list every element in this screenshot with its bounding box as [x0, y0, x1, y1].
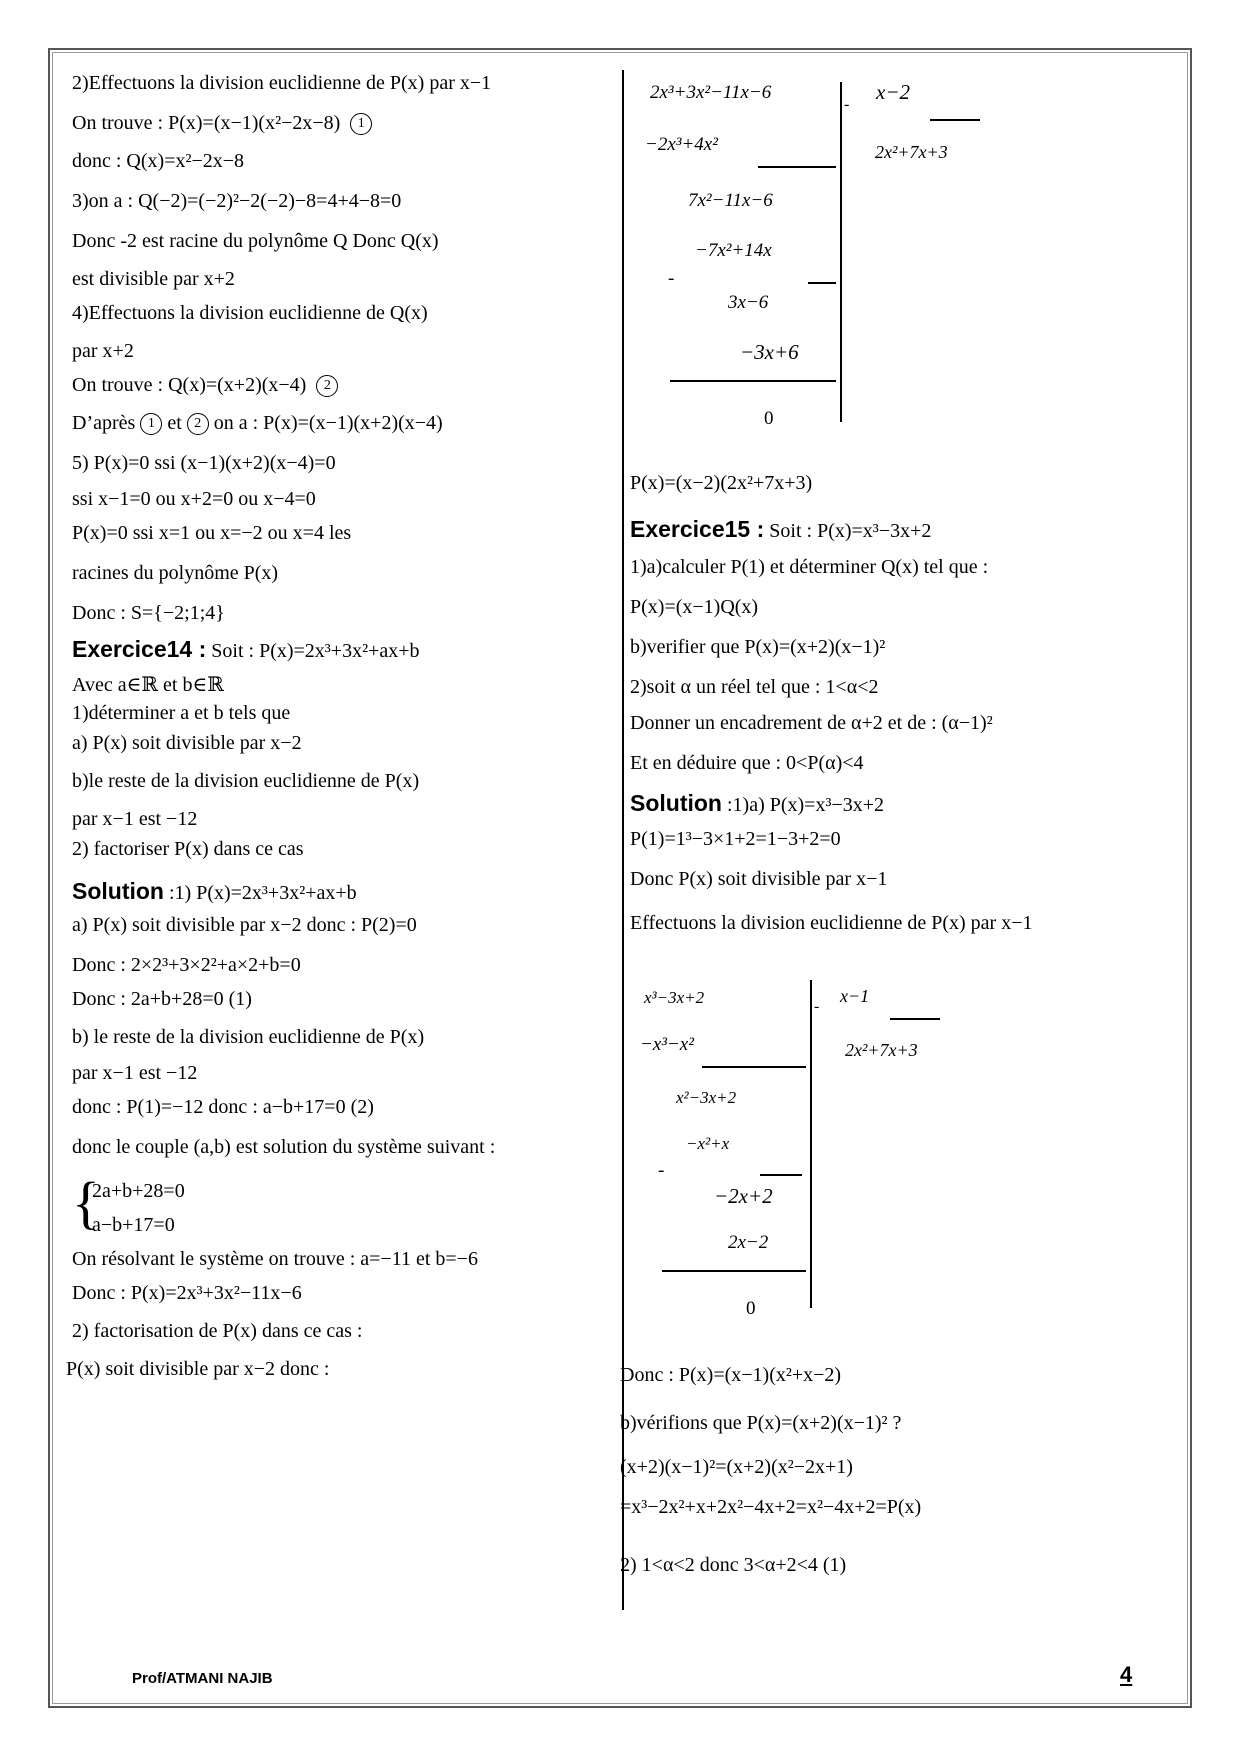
text-line: 2)soit α un réel tel que : 1<α<2 — [630, 676, 879, 698]
text-line: ssi x−1=0 ou x+2=0 ou x−4=0 — [72, 488, 316, 510]
text-line: 2) factorisation de P(x) dans ce cas : — [72, 1320, 363, 1342]
division-row: - — [658, 1160, 665, 1181]
division-row: 0 — [764, 408, 774, 429]
division-row: 7x²−11x−6 — [688, 190, 773, 211]
text-line: 1)a)calculer P(1) et déterminer Q(x) tel que : — [630, 556, 989, 578]
euclidean-division-1 — [640, 82, 980, 442]
right-column-bottom — [620, 1364, 1160, 1594]
brace-icon: { — [72, 1170, 100, 1235]
division-underline — [758, 166, 836, 168]
division-row: −x²+x — [686, 1134, 730, 1153]
solution-title: Solution — [72, 878, 164, 904]
circled-number: 2 — [187, 413, 209, 435]
text-line: b)verifier que P(x)=(x+2)(x−1)² — [630, 636, 886, 658]
text-line: P(x)=(x−2)(2x²+7x+3) — [630, 472, 813, 494]
text-line: b)le reste de la division euclidienne de P(x) — [72, 770, 420, 792]
text-line: P(x)=0 ssi x=1 ou x=−2 ou x=4 les — [72, 522, 352, 544]
text-line: =x³−2x²+x+2x²−4x+2=x²−4x+2=P(x) — [620, 1496, 922, 1518]
text-line: Solution :1)a) P(x)=x³−3x+2 — [630, 790, 885, 816]
text-line: Donc : 2×2³+3×2²+a×2+b=0 — [72, 954, 301, 976]
text-line: P(x) soit divisible par x−2 donc : — [66, 1358, 330, 1380]
footer-author: Prof/ATMANI NAJIB — [132, 1670, 273, 1687]
division-row: −7x²+14x — [695, 240, 772, 261]
text-line: par x−1 est −12 — [72, 1062, 198, 1084]
division-underline — [760, 1174, 802, 1176]
text-line: 2) factoriser P(x) dans ce cas — [72, 838, 304, 860]
text-line: 3)on a : Q(−2)=(−2)²−2(−2)−8=4+4−8=0 — [72, 190, 402, 212]
text-line: a) P(x) soit divisible par x−2 — [72, 732, 302, 754]
text-line: Avec a∈ℝ et b∈ℝ — [72, 674, 224, 696]
text-line: donc le couple (a,b) est solution du système suivant : — [72, 1136, 496, 1158]
text-line: Exercice14 : Soit : P(x)=2x³+3x²+ax+b — [72, 636, 420, 662]
equation-system — [72, 1170, 612, 1248]
circled-number: 2 — [316, 375, 338, 397]
division-row: 3x−6 — [728, 292, 769, 313]
text-line: Donner un encadrement de α+2 et de : (α−1)² — [630, 712, 993, 734]
text-line: (x+2)(x−1)²=(x+2)(x²−2x+1) — [620, 1456, 853, 1478]
division-vertical-bar — [840, 82, 842, 422]
text-line: On trouve : Q(x)=(x+2)(x−4) 2 — [72, 374, 612, 412]
divisor-underline — [890, 1018, 940, 1020]
quotient: 2x²+7x+3 — [845, 1040, 918, 1060]
divisor: x−1 — [840, 986, 870, 1006]
division-underline — [702, 1066, 806, 1068]
text-line: D’après 1 et 2 on a : P(x)=(x−1)(x+2)(x−4) — [72, 412, 443, 434]
division-vertical-bar — [810, 980, 812, 1308]
divisor: x−2 — [876, 80, 910, 104]
text-line: P(x)=(x−1)Q(x) — [630, 596, 759, 618]
system-line: 2a+b+28=0 — [92, 1180, 185, 1202]
text-line: 5) P(x)=0 ssi (x−1)(x+2)(x−4)=0 — [72, 452, 336, 474]
text-line: Donc : 2a+b+28=0 (1) — [72, 988, 252, 1010]
text-line: 2) 1<α<2 donc 3<α+2<4 (1) — [620, 1554, 847, 1576]
text-line: Donc P(x) soit divisible par x−1 — [630, 868, 888, 890]
division-row: 0 — [746, 1298, 756, 1319]
division-row: x²−3x+2 — [676, 1088, 737, 1107]
division-underline — [662, 1270, 806, 1272]
tick-mark: - — [844, 96, 850, 113]
page-number: 4 — [1120, 1662, 1133, 1687]
left-column — [66, 72, 612, 1396]
text-line: Exercice15 : Soit : P(x)=x³−3x+2 — [630, 516, 932, 542]
text-line: On résolvant le système on trouve : a=−11 et b=−6 — [72, 1248, 478, 1270]
circled-number: 1 — [350, 113, 372, 135]
text-line: 2)Effectuons la division euclidienne de P(x) par x−1 — [72, 72, 492, 94]
solution-title: Solution — [630, 790, 722, 816]
text-line: par x−1 est −12 — [72, 808, 198, 830]
text-line: Donc : P(x)=2x³+3x²−11x−6 — [72, 1282, 302, 1304]
text-line: b) le reste de la division euclidienne de P(x) — [72, 1026, 425, 1048]
division-row: −x³−x² — [640, 1034, 694, 1055]
text-line: Effectuons la division euclidienne de P(x) par x−1 — [630, 912, 1033, 934]
euclidean-division-2 — [640, 988, 980, 1328]
text-line: racines du polynôme P(x) — [72, 562, 279, 584]
text-line: 1)déterminer a et b tels que — [72, 702, 291, 724]
text-line: Donc : P(x)=(x−1)(x²+x−2) — [620, 1364, 842, 1386]
division-underline — [808, 282, 836, 284]
text-line: a) P(x) soit divisible par x−2 donc : P(2)=0 — [72, 914, 417, 936]
text-line: Solution :1) P(x)=2x³+3x²+ax+b — [72, 878, 357, 904]
division-row: −3x+6 — [740, 340, 799, 364]
text-line: donc : P(1)=−12 donc : a−b+17=0 (2) — [72, 1096, 374, 1118]
division-row: - — [668, 268, 675, 289]
division-row: −2x+2 — [714, 1184, 773, 1208]
text-line: donc : Q(x)=x²−2x−8 — [72, 150, 245, 172]
tick-mark: - — [814, 998, 820, 1015]
exercise-title: Exercice15 : — [630, 516, 765, 542]
text-line: P(1)=1³−3×1+2=1−3+2=0 — [630, 828, 841, 850]
division-underline — [670, 380, 836, 382]
divisor-underline — [930, 119, 980, 121]
text-line: b)vérifions que P(x)=(x+2)(x−1)² ? — [620, 1412, 902, 1434]
text-line: par x+2 — [72, 340, 134, 362]
text-line: Et en déduire que : 0<P(α)<4 — [630, 752, 864, 774]
text-line: 4)Effectuons la division euclidienne de Q(x) — [72, 302, 428, 324]
text-line: Donc -2 est racine du polynôme Q Donc Q(x) — [72, 230, 439, 252]
dividend: 2x³+3x²−11x−6 — [650, 82, 772, 103]
division-row: −2x³+4x² — [645, 134, 718, 155]
right-column-top — [630, 472, 1170, 952]
text-line: On trouve : P(x)=(x−1)(x²−2x−8) 1 — [72, 112, 612, 150]
exercise-title: Exercice14 : — [72, 636, 207, 662]
system-line: a−b+17=0 — [92, 1214, 175, 1236]
text-line: Donc : S={−2;1;4} — [72, 602, 225, 624]
dividend: x³−3x+2 — [644, 988, 705, 1007]
text-line: est divisible par x+2 — [72, 268, 235, 290]
quotient: 2x²+7x+3 — [875, 142, 948, 162]
circled-number: 1 — [140, 413, 162, 435]
division-row: 2x−2 — [728, 1232, 769, 1253]
